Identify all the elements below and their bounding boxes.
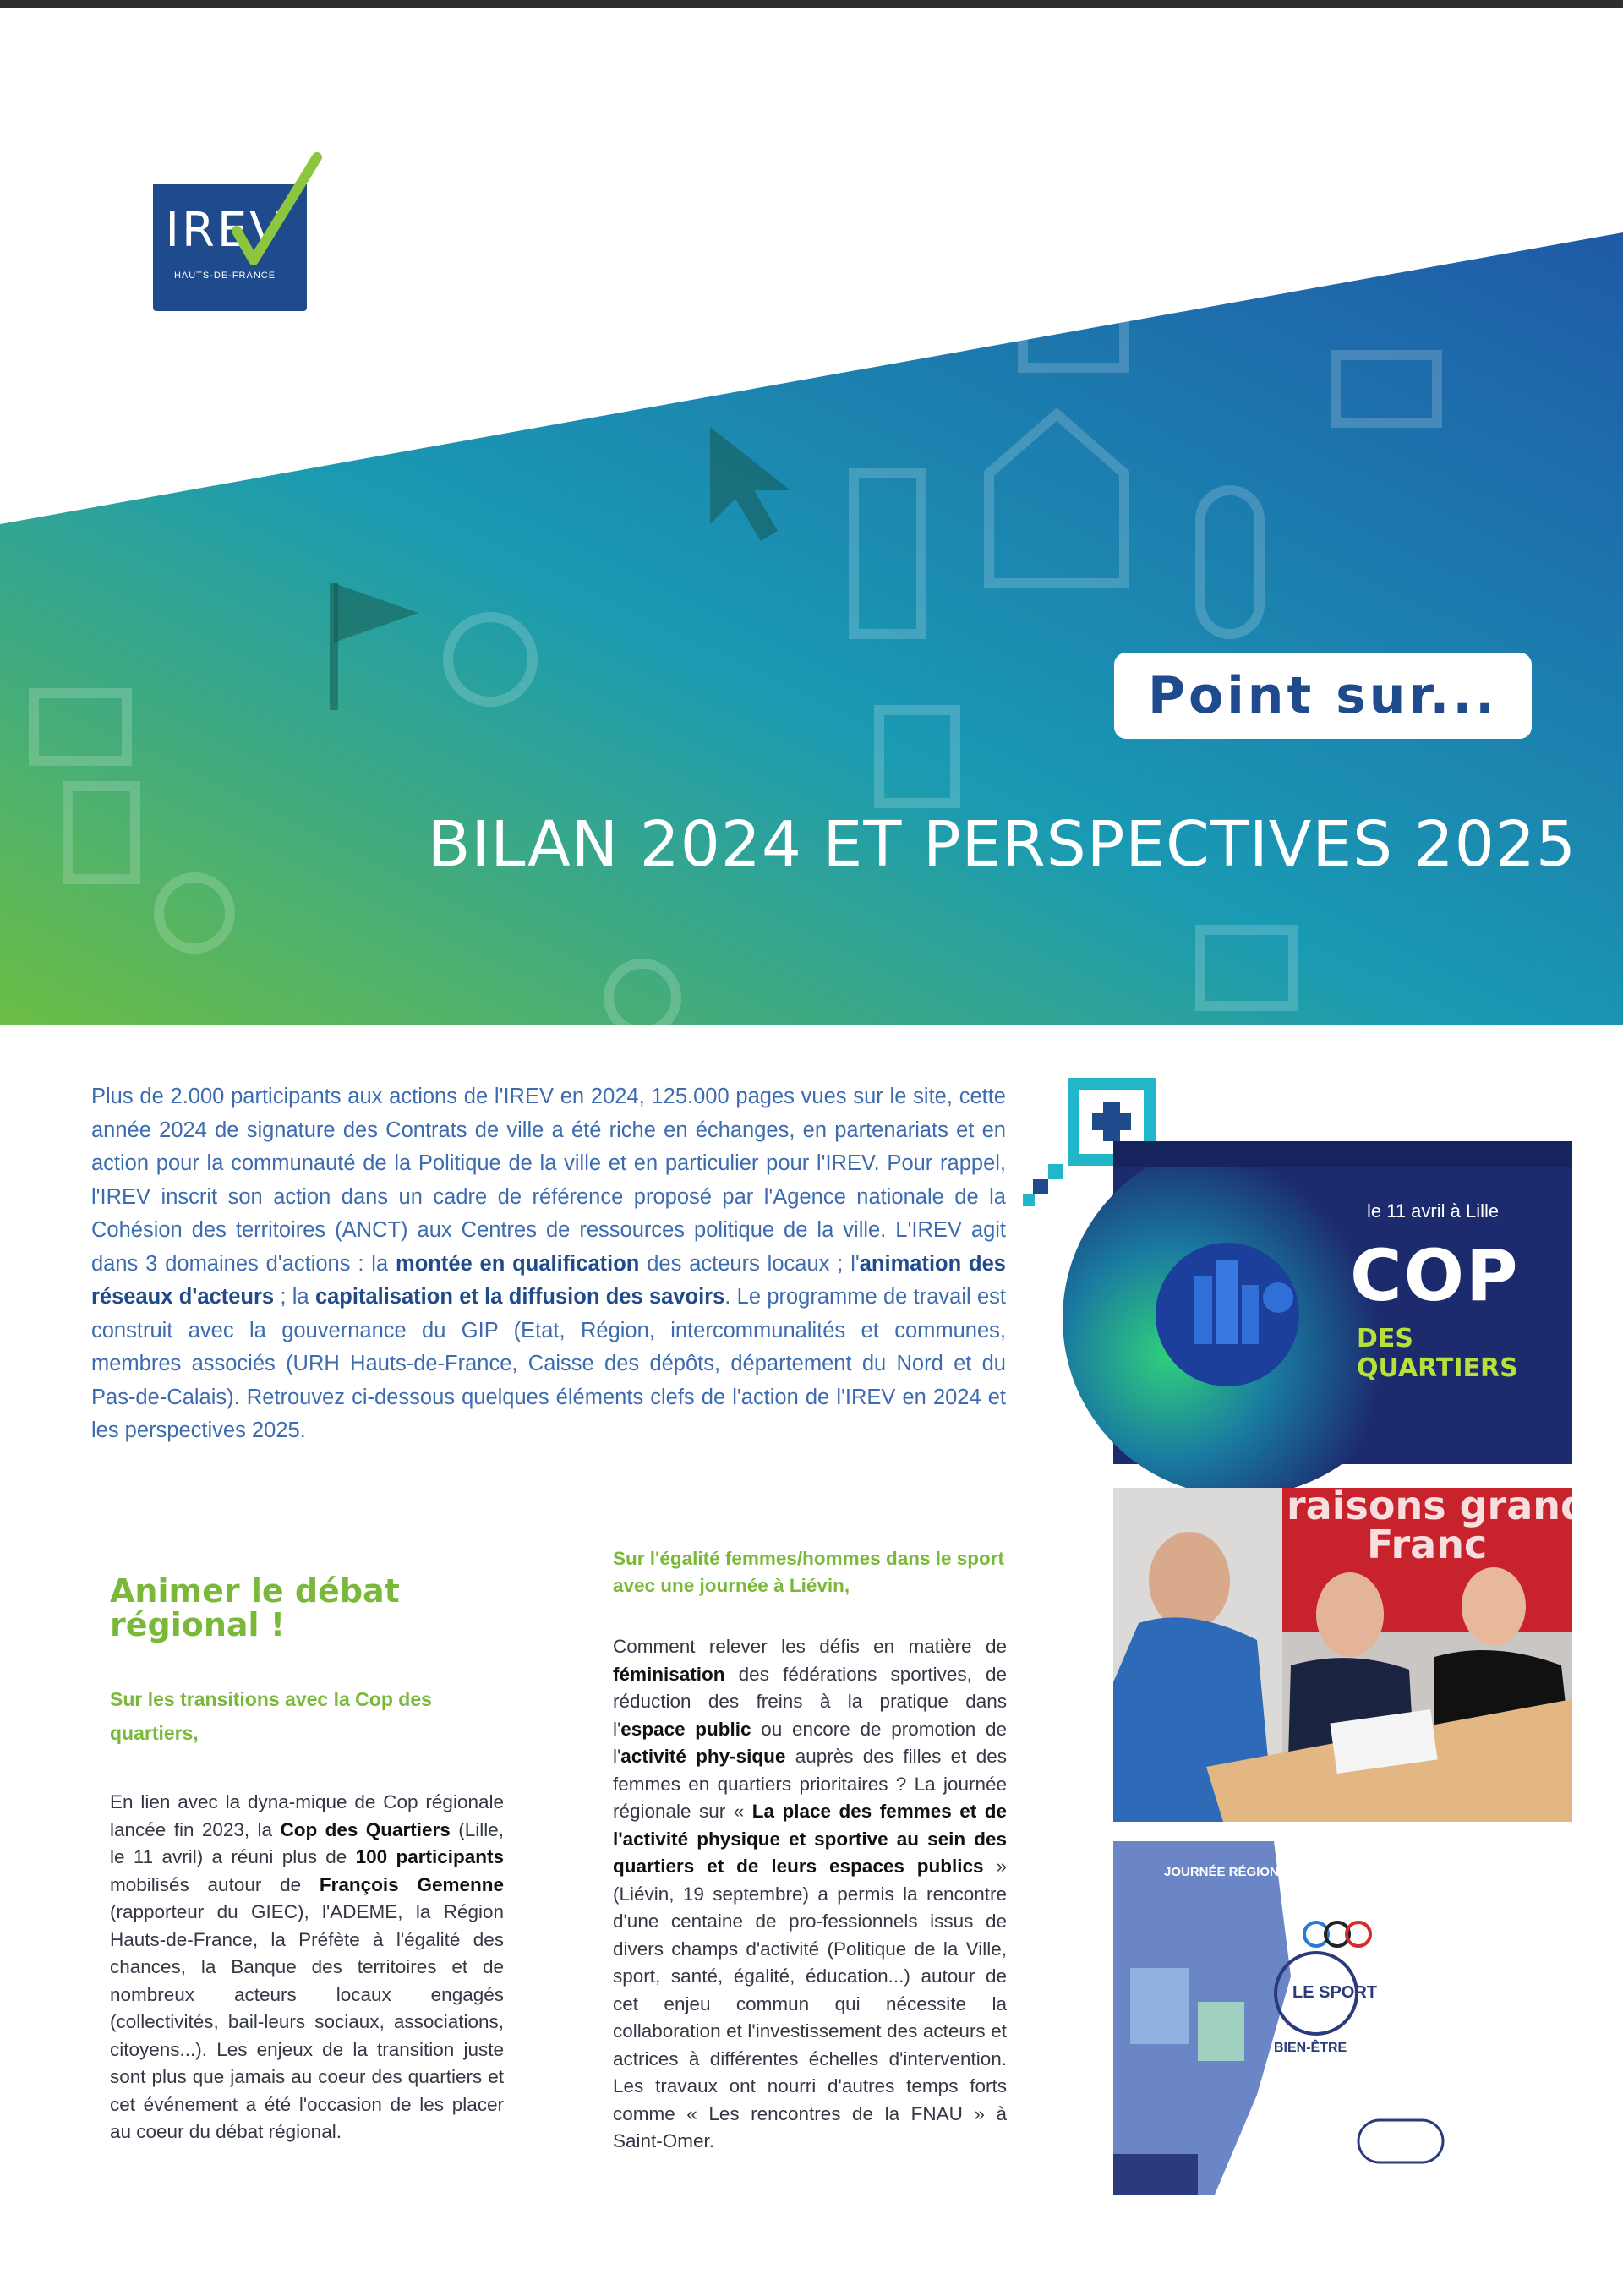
col1-bold-1: Cop des Quartiers: [280, 1818, 451, 1840]
photo-banner-text-2: Franc: [1367, 1522, 1488, 1567]
intro-text-3: ; la: [274, 1285, 315, 1309]
cop-des-quartiers-image: [1113, 1141, 1572, 1464]
checkmark-icon: [148, 150, 325, 277]
intro-paragraph: [91, 1080, 1006, 1448]
intro-text-2: des acteurs locaux ; l': [639, 1251, 860, 1276]
intro-bold-3: capitalisation et la diffusion des savoirs: [314, 1285, 725, 1309]
section-subheading-2: Sur l'égalité femmes/hommes dans le sport avec une journée à Liévin,: [613, 1548, 1004, 1596]
top-bar: [0, 0, 1623, 8]
col2-bold-4: La place des femmes et de l'activité physique et sportive au sein des quartiers et de leurs espaces publics: [613, 1801, 1007, 1877]
cop-subtitle: DES QUARTIERS: [1357, 1324, 1518, 1383]
sketch-title: JOURNÉE RÉGIONALE: [1164, 1865, 1304, 1879]
col2-text-2: des fédérations sportives, de réduction des freins à la pratique dans l': [613, 1663, 1007, 1740]
column-middle: [613, 1545, 1007, 2156]
logo-subtext: HAUTS-DE-FRANCE: [173, 271, 276, 281]
irev-logo: [148, 150, 325, 311]
col2-text-5: » (Liévin, 19 septembre) a permis la rencontre d'une centaine de pro-fessionnels issus de divers champs d'activité (Politique de la Ville, sport, santé, égalité, éducation...) autour de cet enjeu commun qui nécessite la collaboration et l'investissement des acteurs et actrices à différentes échelles d'intervention. Les travaux ont nourri d'autres temps forts comme « Les rencontres de la FNAU » à Saint-Omer.: [613, 1856, 1008, 2151]
section-body-2: [613, 1633, 1007, 2156]
col2-text-3: ou encore de promotion de l': [613, 1718, 1008, 1767]
sketch-bubble: LE SPORT: [1292, 1983, 1378, 2002]
section-heading: Animer le débat régional !: [110, 1572, 400, 1643]
col1-text-3: mobilisés autour de: [110, 1873, 320, 1895]
flag-pole: [330, 583, 338, 710]
point-sur-badge: [1114, 653, 1532, 739]
logo-text: IREV: [165, 203, 285, 258]
sketch-drawing: [1113, 1841, 1572, 2195]
photo-banner-text: raisons grandir: [1287, 1483, 1621, 1528]
col2-bold-3: activité phy-sique: [620, 1746, 786, 1767]
page-title: BILAN 2024 ET PERSPECTIVES 2025: [427, 808, 1577, 881]
section-subheading: Sur les transitions avec la Cop des quartiers,: [110, 1688, 432, 1744]
intro-bold-2: animation des réseaux d'acteurs: [91, 1251, 1006, 1309]
col2-bold-2: espace public: [620, 1718, 751, 1740]
signing-photo: [1113, 1483, 1621, 1822]
col1-bold-3: François Gemenne: [319, 1873, 504, 1895]
col1-text-4: (rapporteur du GIEC), l'ADEME, la Région Hauts-de-France, la Préfète à l'égalité des chances, la Banque des territoires et de nombreux acteurs locaux engagés (collectivités, bail-leurs sociaux, associations, citoyens...). Les enjeux de la transition juste sont plus que jamais au coeur des quartiers et cet événement a été l'occasion de les placer au coeur du débat régional.: [110, 1901, 504, 2142]
photo-scene: [1113, 1488, 1572, 1822]
col1-text-1: En lien avec la dyna-mique de Cop régionale lancée fin 2023, la: [110, 1791, 504, 1840]
col2-bold-1: féminisation: [613, 1663, 725, 1685]
intro-text-1: Plus de 2.000 participants aux actions de l'IREV en 2024, 125.000 pages vues sur le site, cette année 2024 de signature des Contrats de ville a été riche en échanges, en partenariats et en action pour la communauté de la Politique de la ville et en particulier pour l'IREV. Pour rappel, l'IREV inscrit son action dans un cadre de référence proposé par l'Agence nationale de la Cohésion des territoires (ANCT) aux Centres de ressources politique de la ville. L'IREV agit dans 3 domaines d'actions : la: [91, 1085, 1006, 1276]
column-left: [110, 1574, 504, 2146]
col1-text-2: (Lille, le 11 avril) a réuni plus de: [110, 1818, 504, 1867]
cop-title: COP: [1350, 1234, 1520, 1317]
col2-text-1: Comment relever les défis en matière de: [613, 1636, 1007, 1657]
intro-text-4: . Le programme de travail est construit avec la gouvernance du GIP (Etat, Région, intercommunalités et communes, membres associés (URH Hauts-de-France, Caisse des dépôts, département du Nord et du Pas-de-Calais). Retrouvez ci-dessous quelques éléments clefs de l'action de l'IREV en 2024 et les perspectives 2025.: [91, 1285, 1007, 1442]
intro-bold-1: montée en qualification: [396, 1251, 640, 1276]
cop-date: le 11 avril à Lille: [1367, 1200, 1500, 1222]
sketchnote-image: [1113, 1841, 1572, 2195]
sketch-label: BIEN-ÊTRE: [1274, 2041, 1347, 2055]
badge-label: Point sur...: [1148, 666, 1498, 725]
section-body: [110, 1789, 504, 2146]
col2-text-4: auprès des filles et des femmes en quartiers prioritaires ? La journée régionale sur «: [613, 1746, 1007, 1822]
col1-bold-2: 100 participants: [355, 1846, 504, 1867]
